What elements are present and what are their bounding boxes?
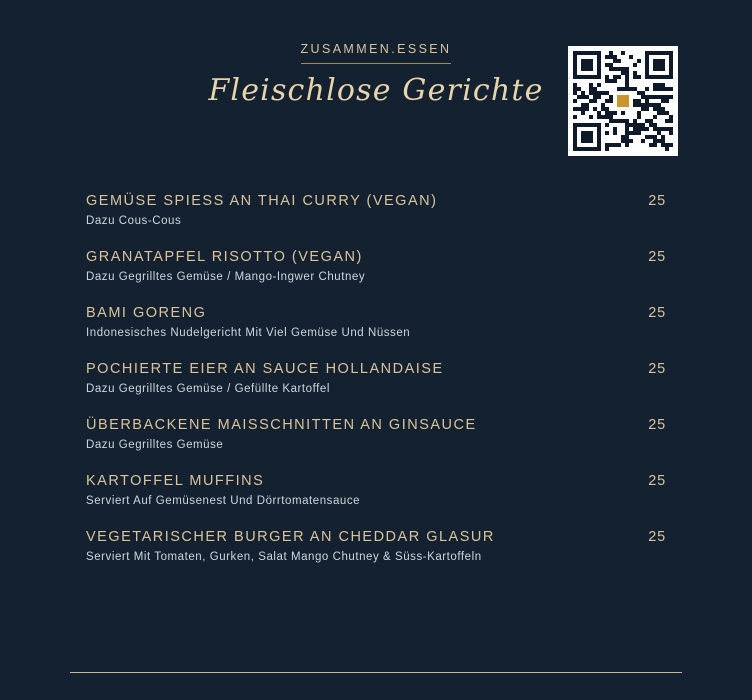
menu-item	[86, 305, 666, 339]
menu-item-name: POCHIERTE EIER AN SAUCE HOLLANDAISE	[86, 361, 444, 377]
menu-item-price: 25	[648, 417, 666, 433]
menu-item-row	[86, 193, 666, 209]
menu-item	[86, 249, 666, 283]
menu-item-name: GEMÜSE SPIESS AN THAI CURRY (VEGAN)	[86, 193, 438, 209]
menu-item	[86, 417, 666, 451]
brand-eyebrow: ZUSAMMEN.ESSEN	[301, 42, 452, 64]
menu-item-row	[86, 417, 666, 433]
footer-divider	[70, 672, 682, 673]
menu-item-description: Indonesisches Nudelgericht Mit Viel Gemüse Und Nüssen	[86, 327, 411, 339]
menu-item	[86, 529, 666, 563]
menu-item-description: Serviert Mit Tomaten, Gurken, Salat Mango Chutney & Süss-Kartoffeln	[86, 551, 482, 563]
menu-item-row	[86, 361, 666, 377]
menu-item-price: 25	[648, 473, 666, 489]
menu-item-list	[86, 193, 666, 585]
menu-item-price: 25	[648, 249, 666, 265]
qr-code-image	[573, 51, 673, 151]
menu-item-description: Dazu Gegrilltes Gemüse	[86, 439, 224, 451]
menu-item-price: 25	[648, 305, 666, 321]
menu-item-row	[86, 249, 666, 265]
menu-item-row	[86, 305, 666, 321]
menu-item-description: Dazu Gegrilltes Gemüse / Mango-Ingwer Chutney	[86, 271, 366, 283]
menu-item-description: Dazu Gegrilltes Gemüse / Gefüllte Kartoffel	[86, 383, 330, 395]
menu-item-name: KARTOFFEL MUFFINS	[86, 473, 265, 489]
menu-item-row	[86, 529, 666, 545]
menu-item	[86, 361, 666, 395]
menu-item-description: Dazu Cous-Cous	[86, 215, 182, 227]
menu-item-price: 25	[648, 361, 666, 377]
page-title: Fleischlose Gerichte	[208, 73, 544, 108]
menu-item-name: VEGETARISCHER BURGER AN CHEDDAR GLASUR	[86, 529, 495, 545]
menu-item-price: 25	[648, 529, 666, 545]
menu-item-name: GRANATAPFEL RISOTTO (VEGAN)	[86, 249, 363, 265]
menu-item-name: BAMI GORENG	[86, 305, 207, 321]
menu-item-row	[86, 473, 666, 489]
menu-item-name: ÜBERBACKENE MAISSCHNITTEN AN GINSAUCE	[86, 417, 477, 433]
menu-item	[86, 193, 666, 227]
qr-code[interactable]	[568, 46, 678, 156]
menu-item-price: 25	[648, 193, 666, 209]
menu-item-description: Serviert Auf Gemüsenest Und Dörrtomatensauce	[86, 495, 361, 507]
menu-item	[86, 473, 666, 507]
